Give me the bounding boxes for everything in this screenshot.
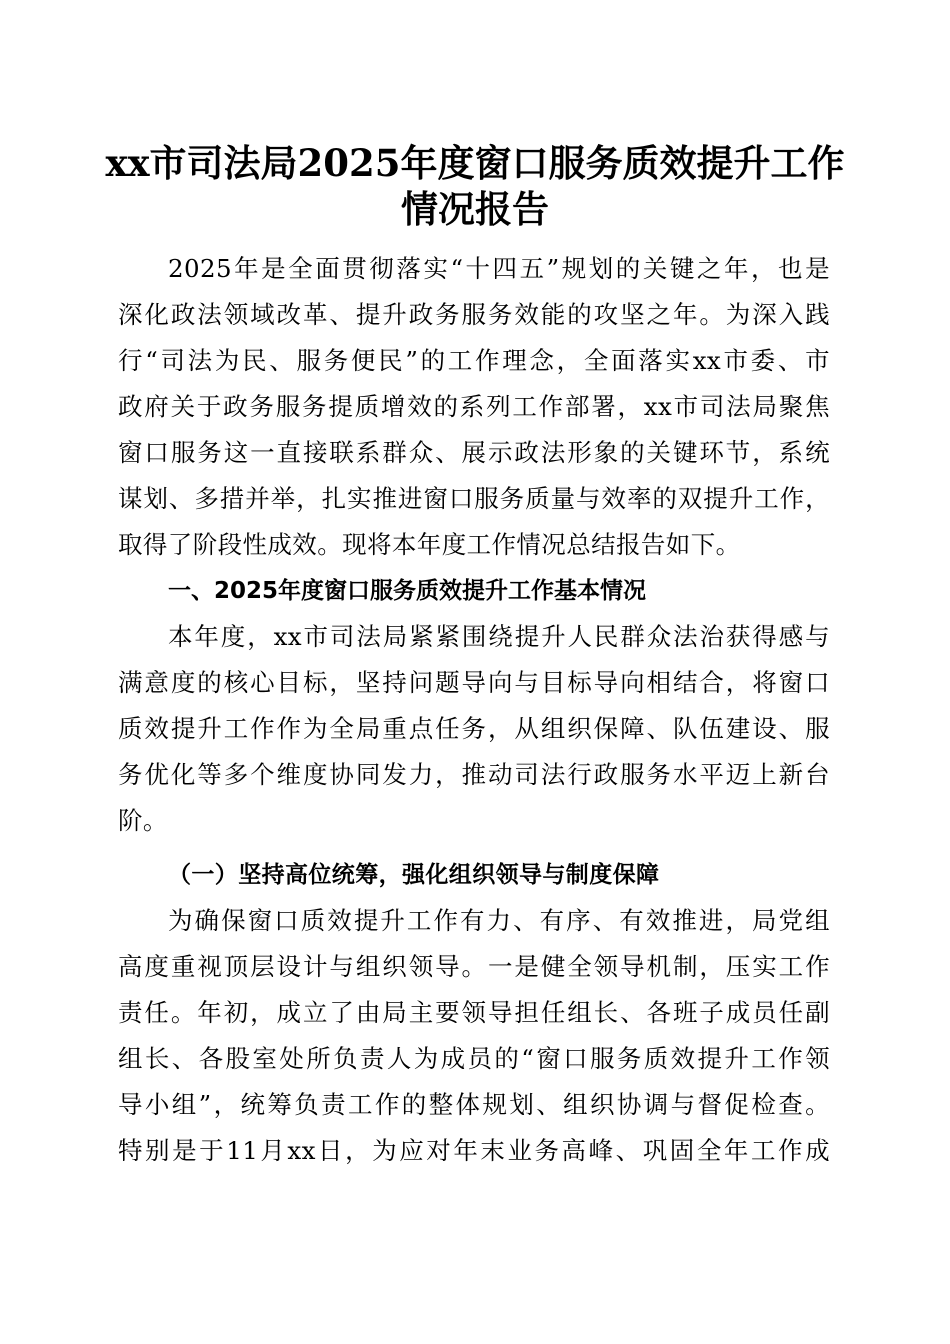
document-title-line-2: 情况报告 [401,187,549,231]
subsection-line: 特别是于11月xx日，为应对年末业务高峰、巩固全年工作成 [118,1136,830,1165]
document-title-line-1: xx市司法局2025年度窗口服务质效提升工作 [105,141,845,185]
intro-line: 行“司法为民、服务便民”的工作理念，全面落实xx市委、市 [118,346,830,375]
subsection-line: 责任。年初，成立了由局主要领导担任组长、各班子成员任副 [118,998,830,1027]
subsection-line: 组长、各股室处所负责人为成员的“窗口服务质效提升工作领 [118,1044,830,1073]
section-line: 阶。 [118,806,168,835]
intro-line: 2025年是全面贯彻落实“十四五”规划的关键之年，也是 [168,254,830,283]
subsection-line: 为确保窗口质效提升工作有力、有序、有效推进，局党组 [168,906,830,935]
intro-line: 取得了阶段性成效。现将本年度工作情况总结报告如下。 [118,530,741,559]
intro-line: 政府关于政务服务提质增效的系列工作部署，xx市司法局聚焦 [118,392,830,421]
section-line: 本年度，xx市司法局紧紧围绕提升人民群众法治获得感与 [168,622,830,651]
section-line: 质效提升工作作为全局重点任务，从组织保障、队伍建设、服 [118,714,830,743]
section-heading: 一、2025年度窗口服务质效提升工作基本情况 [168,578,647,604]
subsection-line: 导小组”，统筹负责工作的整体规划、组织协调与督促检查。 [118,1090,830,1119]
intro-line: 深化政法领域改革、提升政务服务效能的攻坚之年。为深入践 [118,300,830,329]
intro-line: 谋划、多措并举，扎实推进窗口服务质量与效率的双提升工作， [118,484,830,513]
subsection-line: 高度重视顶层设计与组织领导。一是健全领导机制，压实工作 [118,952,830,981]
section-line: 满意度的核心目标，坚持问题导向与目标导向相结合，将窗口 [118,668,830,697]
intro-line: 窗口服务这一直接联系群众、展示政法形象的关键环节，系统 [118,438,830,467]
section-line: 务优化等多个维度协同发力，推动司法行政服务水平迈上新台 [118,760,830,789]
subsection-heading: （一）坚持高位统筹，强化组织领导与制度保障 [168,861,660,888]
